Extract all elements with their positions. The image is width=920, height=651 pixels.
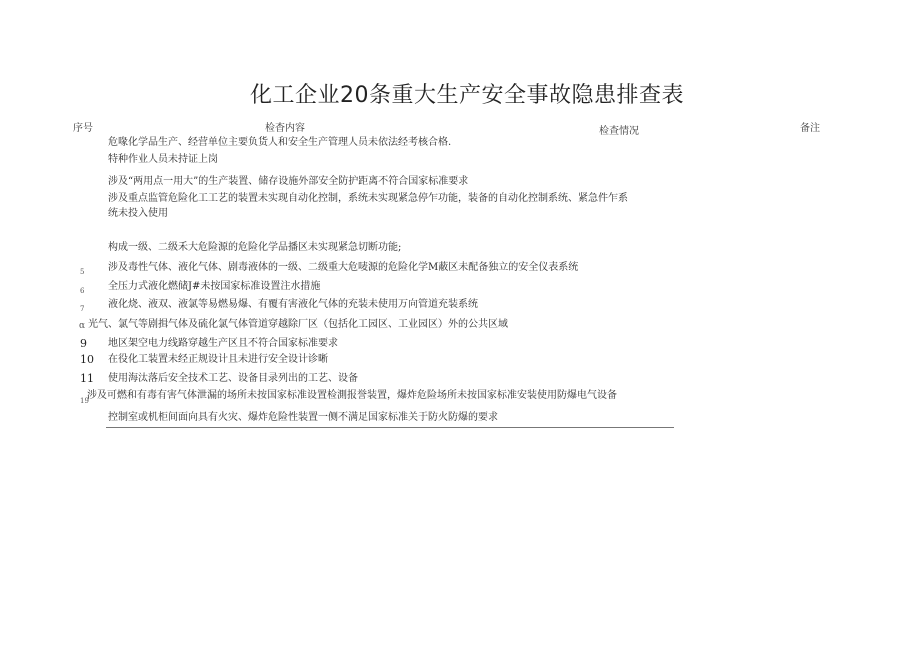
row-number: α xyxy=(79,321,86,331)
row-text: 在役化工装置未经正规设计且未进行安全设计诊晰 xyxy=(108,354,328,365)
row-number: 19 xyxy=(80,397,89,405)
header-content: 检杳内容 xyxy=(265,123,305,134)
row-text: 涉及重点监管危险化工工艺的装置未实现自动化控制，系统未实现紧急停乍功能，装备的自动化控制系统、紧急件乍系 xyxy=(108,193,628,204)
header-seq: 序号 xyxy=(73,123,93,134)
row-text: 构成一级、二级禾大危险源的危险化学品播区未实现紧急切断功能; xyxy=(108,242,402,253)
row-text: 特种作业人员未持证上岗 xyxy=(108,154,218,165)
row-text: 涉及毒性气体、液化气体、剧毒液体的一级、二级重大危唛源的危险化学M蔽区未配备独立的安全仪表系统 xyxy=(108,262,579,273)
row-text: 地区架空电力线路穿越生产区且不符合国家标准要求 xyxy=(108,338,338,349)
header-remark: 备注 xyxy=(800,123,820,134)
row-text: 液化烧、液双、液氯等易燃易爆、有覆有害液化气体的充装未使用万向管道充装系统 xyxy=(108,299,478,310)
header-status: 检查情况 xyxy=(599,126,639,137)
row-number: 11 xyxy=(80,372,94,385)
row-text: 控制室或机柜间面向具有火灾、爆炸危险性装置一侧不满足国家标准关于防火防爆的要求 xyxy=(108,412,498,423)
row-text: 统未投入使用 xyxy=(108,208,168,219)
row-text: 全压力式液化燃储J#未按国家标准设置注水措施 xyxy=(108,281,321,292)
table-bottom-border xyxy=(106,427,674,428)
row-text: 涉及可燃和有毒有害气体泄漏的场所未按国家标准设置检測报誉装置，爆炸危险场所未按国家标准安装使用防爆电气设备 xyxy=(87,390,617,401)
page-title: 化工企业20条重大生产安全事故隐患排查表 xyxy=(250,83,684,108)
row-text: 光气、氯气等剧揖气体及硫化氯气体管道穿越除厂区（包括化工园区、工业园区）外的公共区域 xyxy=(88,319,508,330)
row-text: 使用海汰落后安全技术工艺、设备目录列出的工艺、设备 xyxy=(108,373,358,384)
row-number: 7 xyxy=(80,305,85,313)
row-text: 危喙化学品生产、经营单位主要负货人和安全生产管理人员未依法经考核合格. xyxy=(108,137,452,148)
row-number: 5 xyxy=(80,268,85,276)
row-text: 涉及“两用点一用大”的生产装置、储存设施外部安全防护距离不符合国家标准要求 xyxy=(108,176,469,187)
row-number: 9 xyxy=(80,337,87,350)
row-number: 6 xyxy=(80,287,85,295)
row-number: 10 xyxy=(80,353,94,366)
